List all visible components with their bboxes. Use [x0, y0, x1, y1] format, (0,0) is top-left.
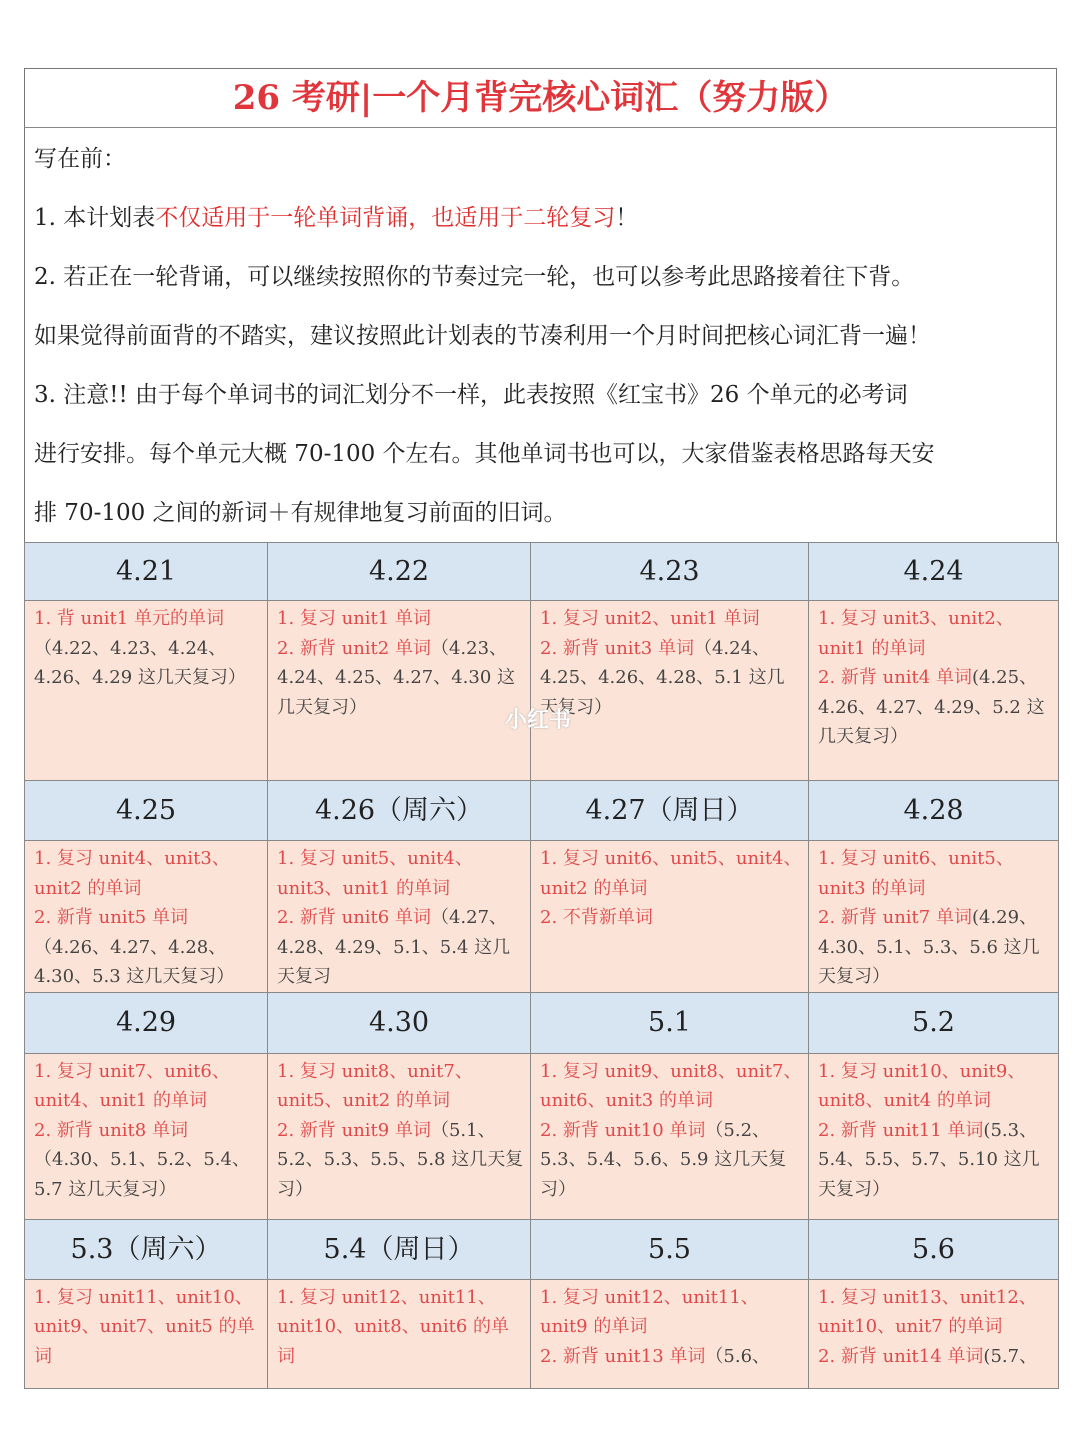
watermark: 小红书 [505, 707, 572, 733]
task-text: 1. 复习 unit13、unit12、unit10、unit7 的单词 [818, 1286, 1037, 1337]
task-cell [531, 1279, 809, 1388]
date-header: 4.29 [25, 992, 268, 1053]
task-text: 1. 复习 unit3、unit2、unit1 的单词 [818, 608, 1014, 659]
date-row [25, 1219, 1059, 1279]
intro-heading: 写在前： [34, 146, 126, 172]
task-row [25, 1279, 1059, 1388]
intro-line-4: 3. 注意!! 由于每个单词书的词汇划分不一样，此表按照《红宝书》26 个单元的必考词 [34, 382, 908, 408]
task-text: 1. 背 unit1 单元的单词 [34, 608, 224, 629]
task-text: 2. 新背 unit5 单词 [34, 907, 188, 928]
review-dates: (5.3、5.4、5.5、5.7、5.10 这几天复习） [818, 1119, 1040, 1200]
task-cell [268, 1053, 531, 1219]
task-cell [809, 1053, 1059, 1219]
date-header: 5.3（周六） [25, 1219, 268, 1279]
task-text: 2. 新背 unit11 单词 [818, 1119, 984, 1141]
page-title: 26 考研|一个月背完核心词汇（努力版） [24, 68, 1057, 128]
date-header: 4.27（周日） [531, 781, 809, 841]
review-dates: （4.26、4.27、4.28、4.30、5.3 这几天复习） [34, 936, 235, 987]
task-row [25, 1053, 1059, 1219]
intro-line-1 [34, 189, 1054, 248]
date-header: 4.21 [25, 543, 268, 601]
review-dates: （4.24、4.25、4.26、4.28、5.1 这几天复习） [540, 637, 785, 718]
intro-line-2: 2. 若正在一轮背诵，可以继续按照你的节奏过完一轮，也可以参考此思路接着往下背。 [34, 264, 915, 290]
task-text: 2. 新背 unit8 单词 [34, 1119, 188, 1141]
task-cell [25, 1053, 268, 1219]
task-text: 2. 新背 unit6 单词 [277, 907, 431, 928]
date-header: 4.24 [809, 543, 1059, 601]
date-header: 5.2 [809, 992, 1059, 1053]
review-dates: （5.2、5.3、5.4、5.6、5.9 这几天复习） [540, 1119, 787, 1200]
schedule-table [24, 542, 1059, 1389]
intro-section [34, 130, 1054, 543]
task-text: 2. 新背 unit3 单词 [540, 637, 694, 659]
task-cell [531, 1053, 809, 1219]
review-dates: （4.22、4.23、4.24、4.26、4.29 这几天复习） [34, 637, 246, 688]
intro-line-5: 进行安排。每个单元大概 70-100 个左右。其他单词书也可以，大家借鉴表格思路每天安 [34, 441, 935, 467]
intro-line-3: 如果觉得前面背的不踏实，建议按照此计划表的节凑利用一个月时间把核心词汇背一遍！ [34, 323, 931, 349]
review-dates: （5.1、5.2、5.3、5.5、5.8 这几天复习） [277, 1119, 524, 1200]
task-cell [809, 601, 1059, 781]
intro-text: ！ [615, 205, 639, 231]
task-text: 2. 新背 unit13 单词 [540, 1345, 706, 1367]
date-row [25, 781, 1059, 841]
task-text: 2. 新背 unit7 单词 [818, 907, 972, 928]
task-text: 1. 复习 unit1 单词 [277, 608, 431, 629]
task-text: 1. 复习 unit9、unit8、unit7、unit6、unit3 的单词 [540, 1060, 802, 1111]
task-cell [25, 841, 268, 993]
task-cell [809, 1279, 1059, 1388]
review-dates: (4.25、4.26、4.27、4.29、5.2 这几天复习） [818, 667, 1045, 747]
task-text: 1. 复习 unit6、unit5、unit4、unit2 的单词 [540, 848, 802, 899]
date-header: 5.1 [531, 992, 809, 1053]
task-text: 1. 复习 unit12、unit11、unit9 的单词 [540, 1286, 759, 1337]
date-header: 5.5 [531, 1219, 809, 1279]
task-text: 2. 新背 unit14 单词 [818, 1345, 984, 1367]
task-cell [268, 1279, 531, 1388]
task-text: 1. 复习 unit6、unit5、unit3 的单词 [818, 848, 1014, 899]
date-header: 4.22 [268, 543, 531, 601]
task-text: 2. 不背新单词 [540, 907, 653, 928]
date-header: 4.30 [268, 992, 531, 1053]
intro-line-6: 排 70-100 之间的新词＋有规律地复习前面的旧词。 [34, 500, 567, 526]
task-cell [809, 841, 1059, 993]
task-text: 2. 新背 unit2 单词 [277, 637, 431, 659]
task-text: 1. 复习 unit5、unit4、unit3、unit1 的单词 [277, 848, 473, 899]
date-header: 4.23 [531, 543, 809, 601]
date-row [25, 992, 1059, 1053]
task-text: 2. 新背 unit4 单词 [818, 667, 972, 688]
review-dates: （4.23、4.24、4.25、4.27、4.30 这几天复习） [277, 637, 516, 718]
task-text: 2. 新背 unit10 单词 [540, 1119, 706, 1141]
task-text: 1. 复习 unit2、unit1 单词 [540, 608, 760, 629]
task-cell [531, 601, 809, 781]
task-text: 1. 复习 unit11、unit10、unit9、unit7、unit5 的单词 [34, 1286, 255, 1367]
intro-text: 1. 本计划表 [34, 205, 156, 231]
review-dates: （5.6、 [705, 1345, 771, 1367]
task-row [25, 841, 1059, 993]
date-header: 5.4（周日） [268, 1219, 531, 1279]
task-text: 1. 复习 unit10、unit9、unit8、unit4 的单词 [818, 1060, 1026, 1111]
task-text: 1. 复习 unit8、unit7、unit5、unit2 的单词 [277, 1060, 473, 1111]
date-header: 5.6 [809, 1219, 1059, 1279]
date-row [25, 543, 1059, 601]
task-text: 1. 复习 unit12、unit11、unit10、unit8、unit6 的单词 [277, 1286, 510, 1367]
task-cell [25, 601, 268, 781]
task-cell [25, 1279, 268, 1388]
date-header: 4.26（周六） [268, 781, 531, 841]
date-header: 4.28 [809, 781, 1059, 841]
task-text: 1. 复习 unit7、unit6、unit4、unit1 的单词 [34, 1060, 230, 1111]
task-cell [531, 841, 809, 993]
task-text: 1. 复习 unit4、unit3、unit2 的单词 [34, 848, 230, 899]
review-dates: (5.7、 [983, 1345, 1038, 1367]
task-cell [268, 601, 531, 781]
task-text: 2. 新背 unit9 单词 [277, 1119, 431, 1141]
intro-highlight: 不仅适用于一轮单词背诵，也适用于二轮复习 [155, 205, 616, 231]
review-dates: (4.29、4.30、5.1、5.3、5.6 这几天复习） [818, 907, 1040, 987]
date-header: 4.25 [25, 781, 268, 841]
review-dates: （4.27、4.28、4.29、5.1、5.4 这几天复习 [277, 907, 511, 987]
review-dates: （4.30、5.1、5.2、5.4、5.7 这几天复习） [34, 1149, 250, 1200]
task-row [25, 601, 1059, 781]
task-cell [268, 841, 531, 993]
